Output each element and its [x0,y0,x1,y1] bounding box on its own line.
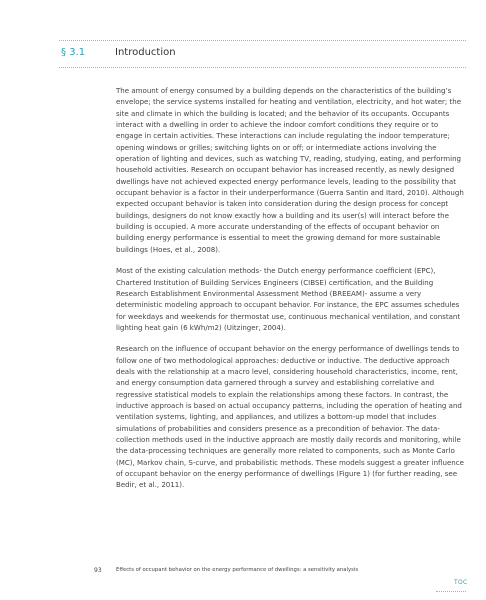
section-number-text: 3.1 [69,47,86,58]
paragraph-2: Most of the existing calculation methods- the Dutch energy performance coefficient (EPC), Chartered Institution of Building Services Engineers (CIBSE) certification, and the Building Research Establishment Environmental Assessment Method (BREEAM)- assume a very deterministic modeling approach to occupant behavior. For instance, the EPC assumes schedules for weekdays and weekends for thermostat use, continuous mechanical ventilation, and constant lighting heat gain (6 kWh/m2) (Uitzinger, 2004). [116,266,461,332]
section-number [61,47,85,58]
paragraph-3: Research on the influence of occupant behavior on the energy performance of dwellings tends to follow one of two methodological approaches: deductive or inductive. The deductive approach deals with the relationship at a macro level, considering household characteristics, income, rent, and energy consumption data garnered through a survey and establishing correlative and regressive statistical models to explain the relationships among these factors. In contrast, the inductive approach is based on actual occupancy patterns, including the operation of heating and ventilation systems, lighting, and appliances, and utilizes a bottom-up model that includes simulations of probabilities and considers presence as a precondition of behavior. The data-collection methods used in the inductive approach are mostly daily records and monitoring, while the data-processing techniques are generally more related to components, such as Monte Carlo (MC), Markov chain, S-curve, and probabilistic methods. These models suggest a greater influence of occupant behavior on the energy performance of dwellings (Figure 1) (for further reading, see Bedir, et al., 2011). [116,344,464,490]
running-title: Effects of occupant behavior on the energy performance of dwellings: a sensitivity analysis [116,567,359,573]
page-number: 93 [94,567,102,574]
body-text [116,85,464,501]
header-bottom-rule [59,67,466,68]
paragraph-1: The amount of energy consumed by a building depends on the characteristics of the building’s envelope; the service systems installed for heating and ventilation, electricity, and hot water; the site and climate in which the building is located; and the behavior of its occupants. Occupants interact with a dwelling in order to achieve the indoor comfort conditions they require or to engage in certain activities. These interactions can include regulating the indoor temperature; opening windows or grilles; switching lights on or off; or intermediate actions involving the operation of lighting and devices, such as watching TV, reading, studying, eating, and performing household activities. Research on occupant behavior has increased recently, as newly designed dwellings have not achieved expected energy performance levels, leading to the possibility that occupant behavior is a factor in their underperformance (Guerra Santin and Itard, 2010). Although expected occupant behavior is taken into consideration during the design process for concept buildings, designers do not know exactly how a building and its user(s) will interact before the building is occupied. A more accurate understanding of the effects of occupant behavior on building energy performance is essential to meet the growing demand for more sustainable buildings (Hoes, et al., 2008). [116,86,464,254]
header-top-rule [59,40,466,41]
section-title: Introduction [115,47,176,58]
toc-link[interactable]: TOC [454,579,468,586]
section-symbol: § [61,47,66,58]
toc-underline-rule [436,591,466,592]
